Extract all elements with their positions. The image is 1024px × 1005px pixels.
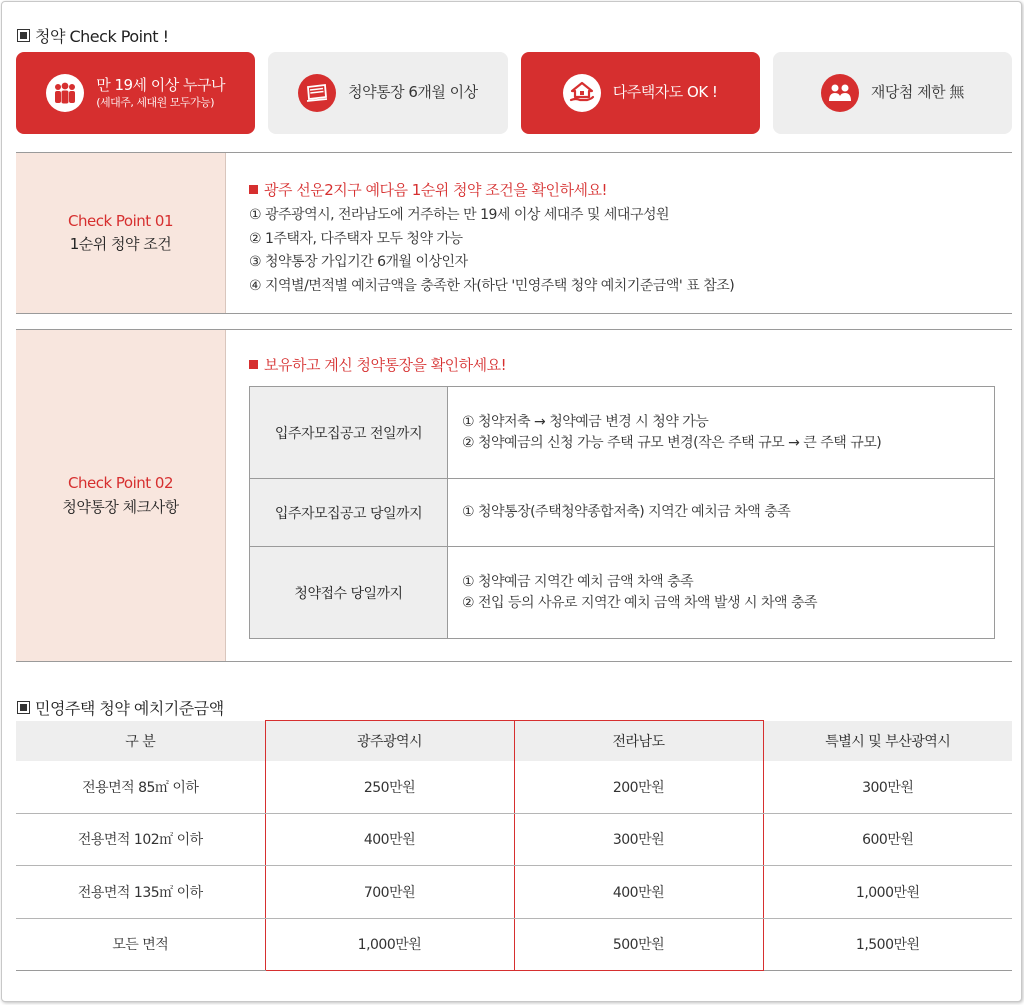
check-point-01 xyxy=(16,152,1012,314)
header-category: 구 분 xyxy=(16,721,265,761)
checkpoint-section-title: 청약 Check Point ! xyxy=(17,24,169,47)
table-row: 전용면적 102㎡ 이하 400만원 300만원 600만원 xyxy=(16,813,1012,866)
badge-age xyxy=(16,52,255,134)
badge-passbook-label: 청약통장 6개월 이상 xyxy=(348,83,478,102)
check-point-01-side xyxy=(16,153,226,313)
table-header-row xyxy=(16,721,1012,761)
badge-multi-owner-label: 다주택자도 OK ! xyxy=(612,83,718,102)
group-icon xyxy=(821,74,859,112)
table-row-body: ① 청약예금 지역간 예치 금액 차액 충족 ② 전입 등의 사유로 지역간 예치 금액 차액 발생 시 차액 충족 xyxy=(448,547,995,639)
table-row-body: ① 청약저축 → 청약예금 변경 시 청약 가능 ② 청약예금의 신청 가능 주택 규모 변경(작은 주택 규모 → 큰 주택 규모) xyxy=(448,387,995,479)
check-point-02-name: 청약통장 체크사항 xyxy=(62,497,179,516)
passbook-check-table xyxy=(249,386,995,639)
header-jeonnam: 전라남도 xyxy=(514,721,763,761)
list-item: ④ 지역별/면적별 예치금액을 충족한 자(하단 '민영주택 청약 예치기준금액' 표 참조) xyxy=(249,277,735,294)
passbook-icon xyxy=(298,74,336,112)
table-row-head: 입주자모집공고 전일까지 xyxy=(250,387,448,479)
house-hand-icon xyxy=(563,74,601,112)
table-row: 모든 면적 1,000만원 500만원 1,500만원 xyxy=(16,918,1012,971)
badge-age-label: 만 19세 이상 누구나 xyxy=(96,76,226,95)
badge-no-restriction xyxy=(773,52,1012,134)
table-row: 전용면적 85㎡ 이하 250만원 200만원 300만원 xyxy=(16,761,1012,814)
check-point-02-label: Check Point 02 xyxy=(67,474,173,493)
page-frame xyxy=(1,1,1022,1002)
check-point-01-label: Check Point 01 xyxy=(67,211,173,230)
check-point-01-name: 1순위 청약 조건 xyxy=(69,235,172,253)
badge-passbook xyxy=(268,52,507,134)
people-icon xyxy=(46,74,84,112)
deposit-table xyxy=(16,720,1012,971)
check-point-02-side xyxy=(16,330,226,661)
check-point-01-content xyxy=(226,153,1012,313)
header-special-busan: 특별시 및 부산광역시 xyxy=(763,721,1012,761)
square-bullet-icon xyxy=(17,701,30,714)
badge-age-sub: (세대주, 세대원 모두가능) xyxy=(96,95,215,109)
list-item: ② 1주택자, 다주택자 모두 청약 가능 xyxy=(249,230,463,247)
list-item: ③ 청약통장 가입기간 6개월 이상인자 xyxy=(249,254,468,270)
square-bullet-icon xyxy=(17,29,30,42)
check-point-02 xyxy=(16,329,1012,662)
list-item: ① 광주광역시, 전라남도에 거주하는 만 19세 이상 세대주 및 세대구성원 xyxy=(249,207,670,223)
check-point-02-content xyxy=(226,330,1012,661)
table-row: 전용면적 135㎡ 이하 700만원 400만원 1,000만원 xyxy=(16,866,1012,919)
badge-no-restriction-label: 재당첨 제한 無 xyxy=(870,83,964,102)
table-row xyxy=(250,387,995,479)
check-point-02-heading: 보유하고 계신 청약통장을 확인하세요! xyxy=(249,354,1012,375)
table-row-head: 청약접수 당일까지 xyxy=(250,547,448,639)
table-row xyxy=(250,479,995,547)
checkpoint-badges xyxy=(16,52,1012,134)
badge-multi-owner xyxy=(521,52,760,134)
deposit-section-title: 민영주택 청약 예치기준금액 xyxy=(17,696,224,719)
header-gwangju: 광주광역시 xyxy=(265,721,514,761)
table-row-body: ① 청약통장(주택청약종합저축) 지역간 예치금 차액 충족 xyxy=(448,479,995,547)
table-row-head: 입주자모집공고 당일까지 xyxy=(250,479,448,547)
check-point-01-heading: 광주 선운2지구 예다음 1순위 청약 조건을 확인하세요! xyxy=(249,179,1012,200)
table-row xyxy=(250,547,995,639)
check-point-01-list xyxy=(249,204,1012,298)
